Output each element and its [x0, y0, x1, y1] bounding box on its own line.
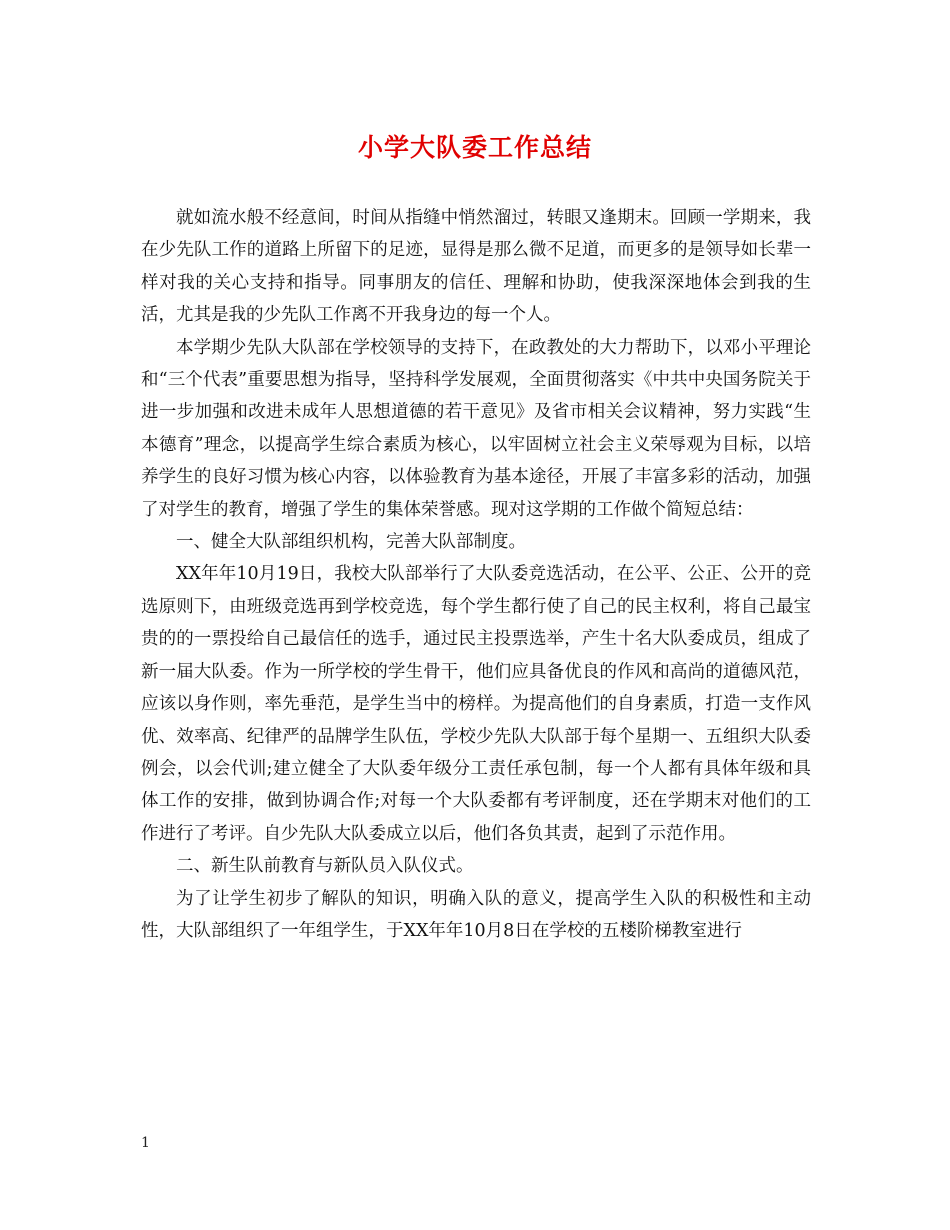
section-heading-1: 一、健全大队部组织机构，完善大队部制度。 [176, 532, 526, 553]
section-heading-2: 二、新生队前教育与新队员入队仪式。 [176, 856, 474, 877]
paragraph-overview: 本学期少先队大队部在学校领导的支持下，在政教处的大力帮助下，以邓小平理论和“三个代表”重要思想为指导，坚持科学发展观，全面贯彻落实《中共中央国务院关于进一步加强和改进未成年人思想道德的若干意见》及省市相关会议精神，努力实践“生本德育”理念，以提高学生综合素质为核心，以牢固树立社会主义荣辱观为目标，以培养学生的良好习惯为核心内容，以体验教育为基本途径，开展了丰富多彩的活动，加强了对学生的教育，增强了学生的集体荣誉感。现对这学期的工作做个简短总结： [141, 337, 811, 520]
document-title: 小学大队委工作总结 [357, 133, 592, 162]
document-body [141, 202, 811, 947]
paragraph-new-members: 为了让学生初步了解队的知识，明确入队的意义，提高学生入队的积极性和主动性，大队部组织了一年组学生，于XX年年10月8日在学校的五楼阶梯教室进行 [141, 888, 811, 941]
page-number: 1 [141, 1135, 150, 1151]
paragraph-election: XX年年10月19日，我校大队部举行了大队委竞选活动，在公平、公正、公开的竞选原则下，由班级竞选再到学校竞选，每个学生都行使了自己的民主权利，将自己最宝贵的的一票投给自己最信任的选手，通过民主投票选举，产生十名大队委成员，组成了新一届大队委。作为一所学校的学生骨干，他们应具备优良的作风和高尚的道德风范，应该以身作则，率先垂范，是学生当中的榜样。为提高他们的自身素质，打造一支作风优、效率高、纪律严的品牌学生队伍，学校少先队大队部于每个星期一、五组织大队委例会，以会代训;建立健全了大队委年级分工责任承包制，每一个人都有具体年级和具体工作的安排，做到协调合作;对每一个大队委都有考评制度，还在学期末对他们的工作进行了考评。自少先队大队委成立以后，他们各负其责，起到了示范作用。 [141, 564, 811, 844]
paragraph-intro: 就如流水般不经意间，时间从指缝中悄然溜过，转眼又逢期末。回顾一学期来，我在少先队工作的道路上所留下的足迹，显得是那么微不足道，而更多的是领导如长辈一样对我的关心支持和指导。同事朋友的信任、理解和协助，使我深深地体会到我的生活，尤其是我的少先队工作离不开我身边的每一个人。 [141, 208, 811, 326]
